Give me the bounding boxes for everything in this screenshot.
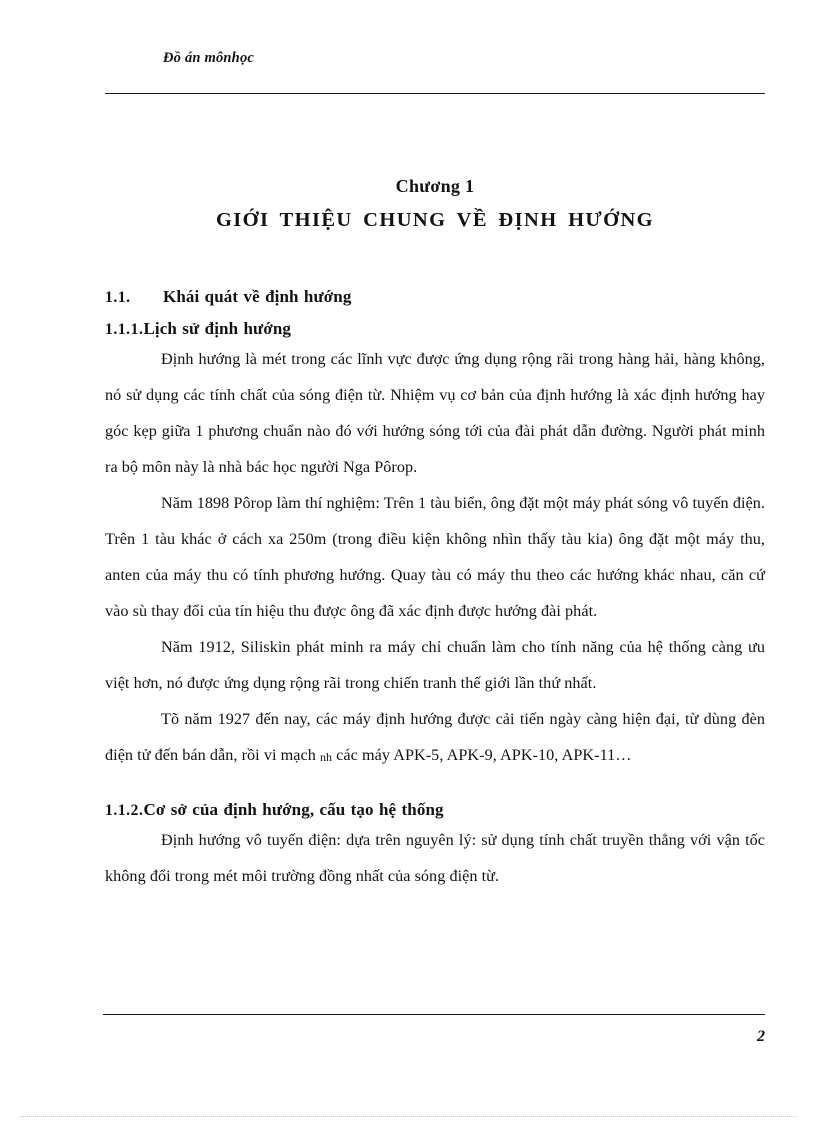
paragraph-porop-experiment: Năm 1898 Pôrop làm thí nghiệm: Trên 1 tàu biển, ông đặt một máy phát sóng vô tuyến điện. Trên 1 tàu khác ở cách xa 250m (trong điều kiện không nhìn thấy tàu kia) ông đặt một máy thu, anten của máy thu có tính phương hướng. Quay tàu có máy thu theo các hướng khác nhau, căn cứ vào sù thay đổi của tín hiệu thu được ông đã xác định được hướng đài phát. — [105, 493, 765, 620]
section-number-1-1-2: 1.1.2. — [105, 801, 144, 819]
paragraph-modern-devices-part2: các máy APK-5, APK-9, APK-10, APK-11… — [332, 745, 632, 764]
section-heading-1-1 — [105, 286, 765, 309]
spacer — [105, 309, 765, 318]
section-number-1-1: 1.1. — [105, 289, 131, 306]
scan-edge-artifact — [20, 1116, 796, 1117]
section-title-1-1-2: Cơ sở của định hướng, cấu tạo hệ thống — [143, 799, 444, 819]
section-number-1-1-1: 1.1.1. — [105, 320, 144, 338]
section-heading-1-1-1 — [105, 318, 765, 341]
running-header — [0, 50, 816, 98]
spacer — [105, 775, 765, 799]
paragraph-modern-devices — [105, 701, 765, 775]
paragraph-history-intro: Định hướng là mét trong các lĩnh vực được ứng dụng rộng rãi trong hàng hải, hàng không, nó sử dụng các tính chất của sóng điện từ. Nhiệm vụ cơ bản của định hướng là xác định hướng hay góc kẹp giữa 1 phương chuẩn nào đó với hướng sóng tới của đài phát dẫn đường. Người phát minh ra bộ môn này là nhà bác học người Nga Pôrop. — [105, 349, 765, 476]
section-title-1-1-1: Lịch sử định hướng — [143, 318, 292, 338]
section-title-1-1: Khái quát về định hướng — [163, 287, 352, 306]
paragraph-siliskin: Năm 1912, Siliskin phát minh ra máy chỉ chuẩn làm cho tính năng của hệ thống càng ưu việt hơn, nó được ứng dụng rộng rãi trong chiến tranh thế giới lần thứ nhất. — [105, 637, 765, 692]
inline-small-text: nh — [319, 749, 333, 764]
header-divider — [105, 93, 765, 94]
paragraph-principle: Định hướng vô tuyến điện: dựa trên nguyên lý: sử dụng tính chất truyền thẳng với vận tốc không đổi trong mét môi trường đồng nhất của sóng điện từ. — [105, 830, 765, 885]
footer-divider — [103, 1014, 765, 1015]
document-body — [105, 286, 765, 894]
header-title: Đồ án mônhọc — [163, 50, 255, 66]
chapter-number: Chương 1 — [395, 176, 475, 196]
paragraph-modern-devices-part1: Tõ năm 1927 đến nay, các máy định hướng được cải tiến ngày càng hiện đại, từ dùng đèn điện tử đến bán dẫn, rồi vi mạch — [105, 709, 765, 764]
section-heading-1-1-2 — [105, 799, 765, 822]
chapter-title-block — [105, 175, 765, 235]
chapter-heading: GIỚI THIỆU CHUNG VỀ ĐỊNH HƯỚNG — [215, 208, 655, 231]
page-number: 2 — [757, 1028, 765, 1045]
